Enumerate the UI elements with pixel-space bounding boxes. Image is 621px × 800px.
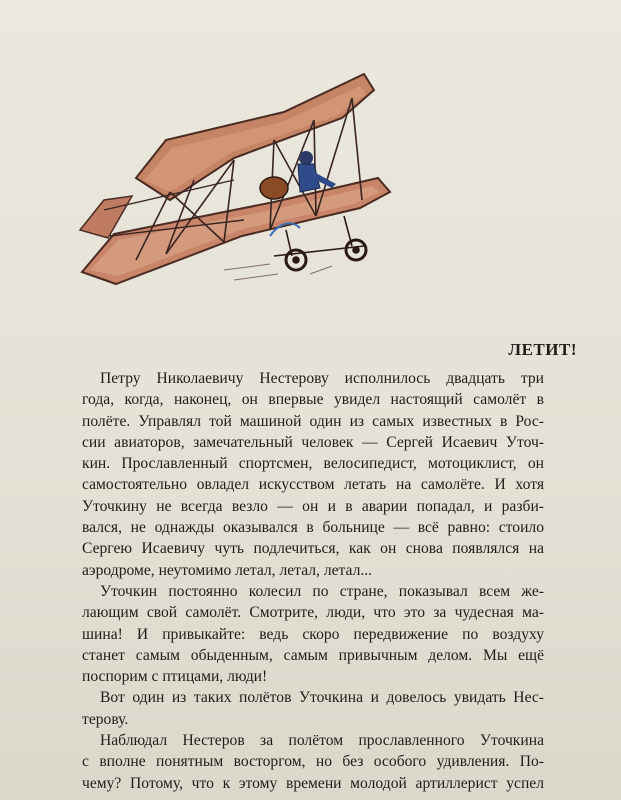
paragraph — [82, 687, 544, 730]
text-line: Наблюдал Нестеров за полётом прославленного Уточкина — [100, 732, 544, 750]
text-line: года, когда, наконец, он впервые увидел настоящий самолёт в — [82, 391, 544, 409]
text-line: лающим свой самолёт. Смотрите, люди, что это за чудесная ма- — [82, 604, 544, 622]
biplane-illustration — [74, 60, 424, 310]
text-line: аэродроме, неутомимо летал, летал, летал... — [82, 561, 373, 579]
text-line: самостоятельно овладел искусством летать на самолёте. И хотя — [82, 476, 544, 494]
engine — [260, 177, 288, 199]
text-line: шина! И привыкайте: ведь скоро передвижение по воздуху — [82, 625, 544, 643]
text-line: Вот один из таких полётов Уточкина и довелось увидать Нес- — [100, 689, 544, 707]
text-line: Петру Николаевичу Нестерову исполнилось двадцать три — [100, 370, 544, 387]
text-line: вался, не однажды оказывался в больнице — всё равно: стоило — [82, 519, 544, 537]
text-line: станет самым обыденным, самым привычным делом. Мы ещё — [82, 646, 544, 664]
text-line: с вполне понятным восторгом, но без особого удивления. По- — [82, 753, 544, 771]
text-line: полёте. Управлял той машиной один из самых известных в Рос- — [82, 412, 544, 430]
text-line: Сергею Исаевичу чуть подлечиться, как он снова появлялся на — [82, 540, 544, 558]
paragraph — [82, 368, 544, 581]
text-line: Уточкину не всегда везло — он и в аварии попадал, и разби- — [82, 497, 544, 515]
text-line: сии авиаторов, замечательный человек — Сергей Исаевич Уточ- — [82, 433, 544, 451]
text-line: поспорим с птицами, люди! — [82, 668, 268, 686]
paragraph — [82, 730, 544, 794]
paragraph — [82, 581, 544, 687]
text-line: терову. — [82, 710, 129, 728]
text-line: кин. Прославленный спортсмен, велосипедист, мотоциклист, он — [82, 455, 544, 473]
body-text — [82, 368, 544, 794]
chapter-heading: ЛЕТИТ! — [508, 340, 577, 359]
text-line: чему? Потому, что к этому времени молодой артиллерист успел — [82, 774, 544, 792]
text-line: Уточкин постоянно колесил по стране, показывал всем же- — [100, 582, 544, 600]
